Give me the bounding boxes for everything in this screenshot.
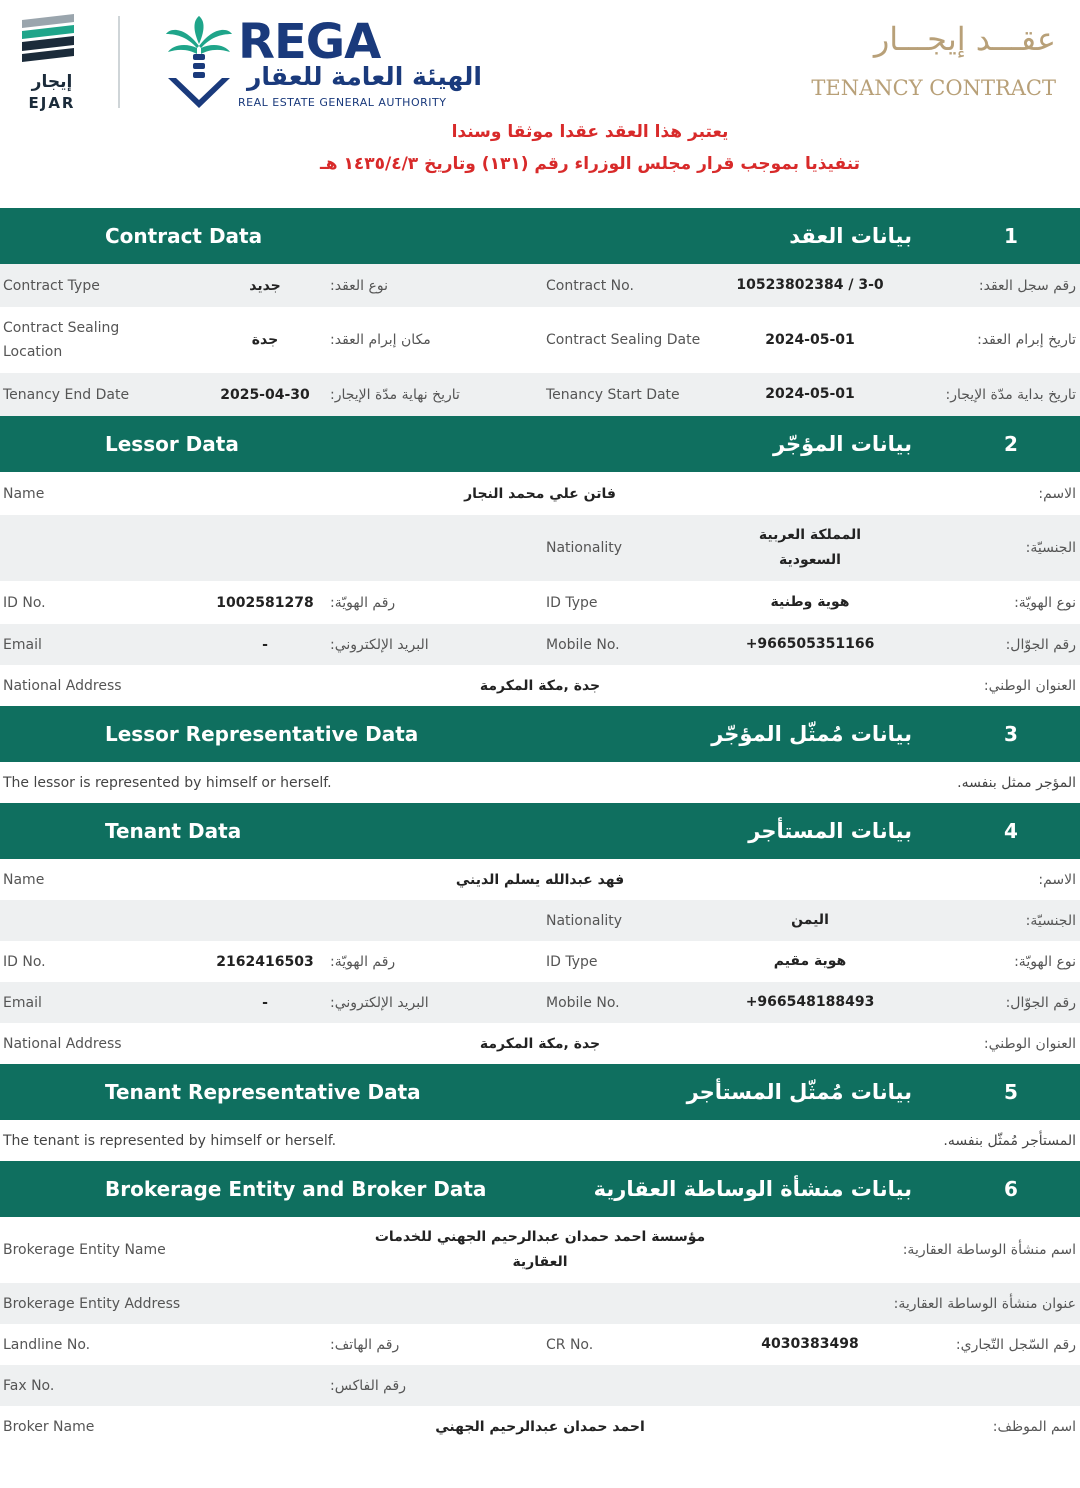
field-label-ar: رقم الهاتف:	[330, 1336, 400, 1353]
field-label-ar: رقم سجل العقد:	[978, 277, 1076, 294]
section-number: 4	[1004, 819, 1018, 843]
field-label-ar: الجنسيّة:	[1025, 540, 1076, 556]
section-contract-header	[0, 208, 1080, 264]
section-title-ar: بيانات مُمثّل المؤجّر	[711, 722, 912, 746]
lessor-row-name	[0, 472, 1080, 515]
field-label-en: Email	[3, 636, 42, 653]
field-label-ar: الجنسيّة:	[1025, 912, 1076, 929]
field-label-ar: مكان إبرام العقد:	[330, 332, 431, 348]
field-label-ar: الاسم:	[1038, 485, 1076, 502]
field-label-en: Contract Sealing Location	[3, 320, 120, 360]
field-label-en: Contract Type	[3, 277, 100, 294]
section-number: 3	[1004, 722, 1018, 746]
field-label-ar: رقم الجوّال:	[1005, 994, 1076, 1011]
section-title-en: Brokerage Entity and Broker Data	[105, 1177, 487, 1201]
field-label-en: Nationality	[546, 540, 623, 556]
lessor-row-nationality	[0, 515, 1080, 581]
section-title-en: Lessor Data	[105, 432, 239, 456]
field-label-en: Brokerage Entity Name	[3, 1242, 166, 1258]
ejar-logo-arabic: إيجار	[31, 72, 73, 92]
tenant-row-contact	[0, 982, 1080, 1023]
tenant-nationality-value: اليمن	[791, 912, 829, 928]
field-label-en: Brokerage Entity Address	[3, 1295, 181, 1312]
ejar-logo-icon	[20, 14, 76, 70]
brokerage-entity-name-value: مؤسسة احمد حمدان عبدالرحيم الجهني للخدمات العقارية	[374, 1229, 706, 1270]
field-label-en: Nationality	[546, 912, 623, 929]
field-label-ar: اسم منشأة الوساطة العقارية:	[902, 1242, 1076, 1258]
section-title-ar: بيانات مُمثّل المستأجر	[686, 1080, 912, 1104]
section-title-ar: بيانات منشأة الوساطة العقارية	[593, 1177, 912, 1201]
sealing-location-value: جدة	[251, 332, 279, 348]
section-title-ar: بيانات العقد	[789, 224, 912, 248]
lessor-name-value: فاتن علي محمد النجار	[464, 485, 616, 502]
tenant-row-name	[0, 859, 1080, 900]
brokerage-row-entity	[0, 1217, 1080, 1283]
tenant-row-nationality	[0, 900, 1080, 941]
rega-name: REGA	[238, 14, 381, 70]
brokerage-row-phone	[0, 1324, 1080, 1365]
field-label-ar: البريد الإلكتروني:	[330, 636, 429, 653]
field-label-en: Fax No.	[3, 1377, 55, 1394]
rega-english-name: REAL ESTATE GENERAL AUTHORITY	[238, 96, 447, 109]
tenant-row-address	[0, 1023, 1080, 1064]
field-label-ar: نوع العقد:	[330, 277, 388, 294]
representation-note-ar: المؤجر ممثل بنفسه.	[957, 774, 1076, 791]
field-label-ar: نوع الهويّة:	[1014, 953, 1076, 970]
contract-row-sealing	[0, 307, 1080, 373]
field-label-en: Mobile No.	[546, 994, 620, 1011]
field-label-en: Landline No.	[3, 1336, 91, 1353]
lessor-nationality-value: المملكة العربية السعودية	[758, 527, 862, 568]
representation-note-ar: المستأجر مُمثّل بنفسه.	[943, 1132, 1076, 1149]
field-label-ar: رقم الهويّة:	[330, 953, 396, 970]
logo-divider	[118, 16, 120, 108]
lessor-address-value: جدة ,مكة المكرمة	[479, 677, 601, 694]
section-number: 6	[1004, 1177, 1018, 1201]
field-label-ar: الاسم:	[1038, 871, 1076, 888]
section-brokerage-header	[0, 1161, 1080, 1217]
section-title-en: Lessor Representative Data	[105, 722, 419, 746]
field-label-en: Contract Sealing Date	[546, 332, 701, 348]
ejar-logo-english: EJAR	[28, 94, 76, 112]
brokerage-row-broker	[0, 1406, 1080, 1447]
field-label-en: National Address	[3, 677, 122, 694]
field-label-en: Name	[3, 485, 45, 502]
field-label-en: ID No.	[3, 953, 46, 970]
tenancy-end-date-value: 2025-04-30	[220, 386, 310, 403]
lessor-id-number-value: 1002581278	[216, 594, 314, 611]
field-label-en: Broker Name	[3, 1418, 95, 1435]
section-title-en: Tenant Representative Data	[105, 1080, 421, 1104]
field-label-ar: البريد الإلكتروني:	[330, 994, 429, 1011]
section-title-ar: بيانات المؤجّر	[772, 432, 912, 456]
rega-arabic-name: الهيئة العامة للعقار	[246, 62, 482, 91]
notice-line-1: يعتبر هذا العقد عقدا موثقا وسندا	[451, 122, 729, 142]
section-tenant-rep-header	[0, 1064, 1080, 1120]
lessor-email-value: -	[262, 636, 268, 653]
field-label-ar: تاريخ بداية مدّة الإيجار:	[945, 386, 1076, 403]
section-title-ar: بيانات المستأجر	[748, 819, 912, 843]
field-label-en: ID Type	[546, 594, 598, 611]
lessor-mobile-value: +966505351166	[745, 636, 875, 652]
lessor-row-address	[0, 665, 1080, 706]
section-lessor-header	[0, 416, 1080, 472]
section-lessor-rep-header	[0, 706, 1080, 762]
tenant-mobile-value: +966548188493	[745, 994, 875, 1010]
tenant-id-type-value: هوية مقيم	[773, 953, 847, 969]
tenant-name-value: فهد عبدالله يسلم الديني	[455, 871, 625, 888]
field-label-ar: تاريخ إبرام العقد:	[977, 332, 1076, 348]
section-tenant-header	[0, 803, 1080, 859]
brokerage-row-address	[0, 1283, 1080, 1324]
contract-body	[0, 208, 1080, 1447]
section-number: 1	[1004, 224, 1018, 248]
tenancy-start-date-value: 2024-05-01	[765, 386, 855, 402]
document-header	[0, 0, 1080, 200]
section-number: 5	[1004, 1080, 1018, 1104]
representation-note-en: The lessor is represented by himself or herself.	[3, 774, 332, 791]
field-label-en: Contract No.	[546, 277, 634, 294]
tenant-address-value: جدة ,مكة المكرمة	[479, 1035, 601, 1052]
contract-row-type	[0, 264, 1080, 307]
contract-type-value: جديد	[249, 277, 281, 294]
tenant-rep-row	[0, 1120, 1080, 1161]
field-label-ar: العنوان الوطني:	[983, 677, 1076, 694]
field-label-en: Tenancy Start Date	[546, 386, 680, 403]
tenant-row-id	[0, 941, 1080, 982]
field-label-ar: رقم الهويّة:	[330, 594, 396, 611]
field-label-ar: عنوان منشأة الوساطة العقارية:	[893, 1295, 1076, 1312]
field-label-en: Email	[3, 994, 42, 1011]
title-english: TENANCY CONTRACT	[811, 76, 1056, 100]
ejar-logo	[16, 14, 80, 114]
lessor-row-contact	[0, 624, 1080, 665]
contract-row-dates	[0, 373, 1080, 416]
notice-line-2: تنفيذيا بموجب قرار مجلس الوزراء رقم (١٣١) وتاريخ ١٤٣٥/٤/٣ هـ	[319, 154, 861, 174]
lessor-id-type-value: هوية وطنية	[770, 594, 850, 610]
field-label-en: CR No.	[546, 1336, 594, 1353]
field-label-ar: اسم الموظف:	[992, 1418, 1076, 1435]
field-label-ar: العنوان الوطني:	[983, 1035, 1076, 1052]
field-label-en: ID Type	[546, 953, 598, 970]
field-label-ar: رقم الجوّال:	[1005, 636, 1076, 653]
broker-name-value: احمد حمدان عبدالرحيم الجهني	[435, 1418, 645, 1435]
representation-note-en: The tenant is represented by himself or herself.	[3, 1132, 337, 1149]
field-label-en: National Address	[3, 1035, 122, 1052]
cr-number-value: 4030383498	[761, 1336, 859, 1352]
field-label-ar: رقم السّجل التّجاري:	[955, 1336, 1076, 1353]
lessor-row-id	[0, 581, 1080, 624]
field-label-ar: تاريخ نهاية مدّة الإيجار:	[330, 386, 460, 403]
field-label-en: Tenancy End Date	[3, 386, 130, 403]
section-title-en: Tenant Data	[105, 819, 242, 843]
tenant-email-value: -	[262, 994, 268, 1011]
field-label-ar: نوع الهويّة:	[1014, 594, 1076, 611]
tenant-id-number-value: 2162416503	[216, 953, 314, 970]
field-label-en: ID No.	[3, 594, 46, 611]
contract-number-value: 10523802384 / 3-0	[736, 277, 884, 293]
field-label-ar: رقم الفاكس:	[330, 1377, 406, 1394]
field-label-en: Name	[3, 871, 45, 888]
brokerage-row-fax	[0, 1365, 1080, 1406]
field-label-en: Mobile No.	[546, 636, 620, 653]
section-title-en: Contract Data	[105, 224, 263, 248]
rega-emblem-icon	[164, 16, 234, 110]
sealing-date-value: 2024-05-01	[765, 331, 855, 348]
section-number: 2	[1004, 432, 1018, 456]
title-arabic: عقـــد إيجـــار	[873, 20, 1056, 58]
lessor-rep-row	[0, 762, 1080, 803]
